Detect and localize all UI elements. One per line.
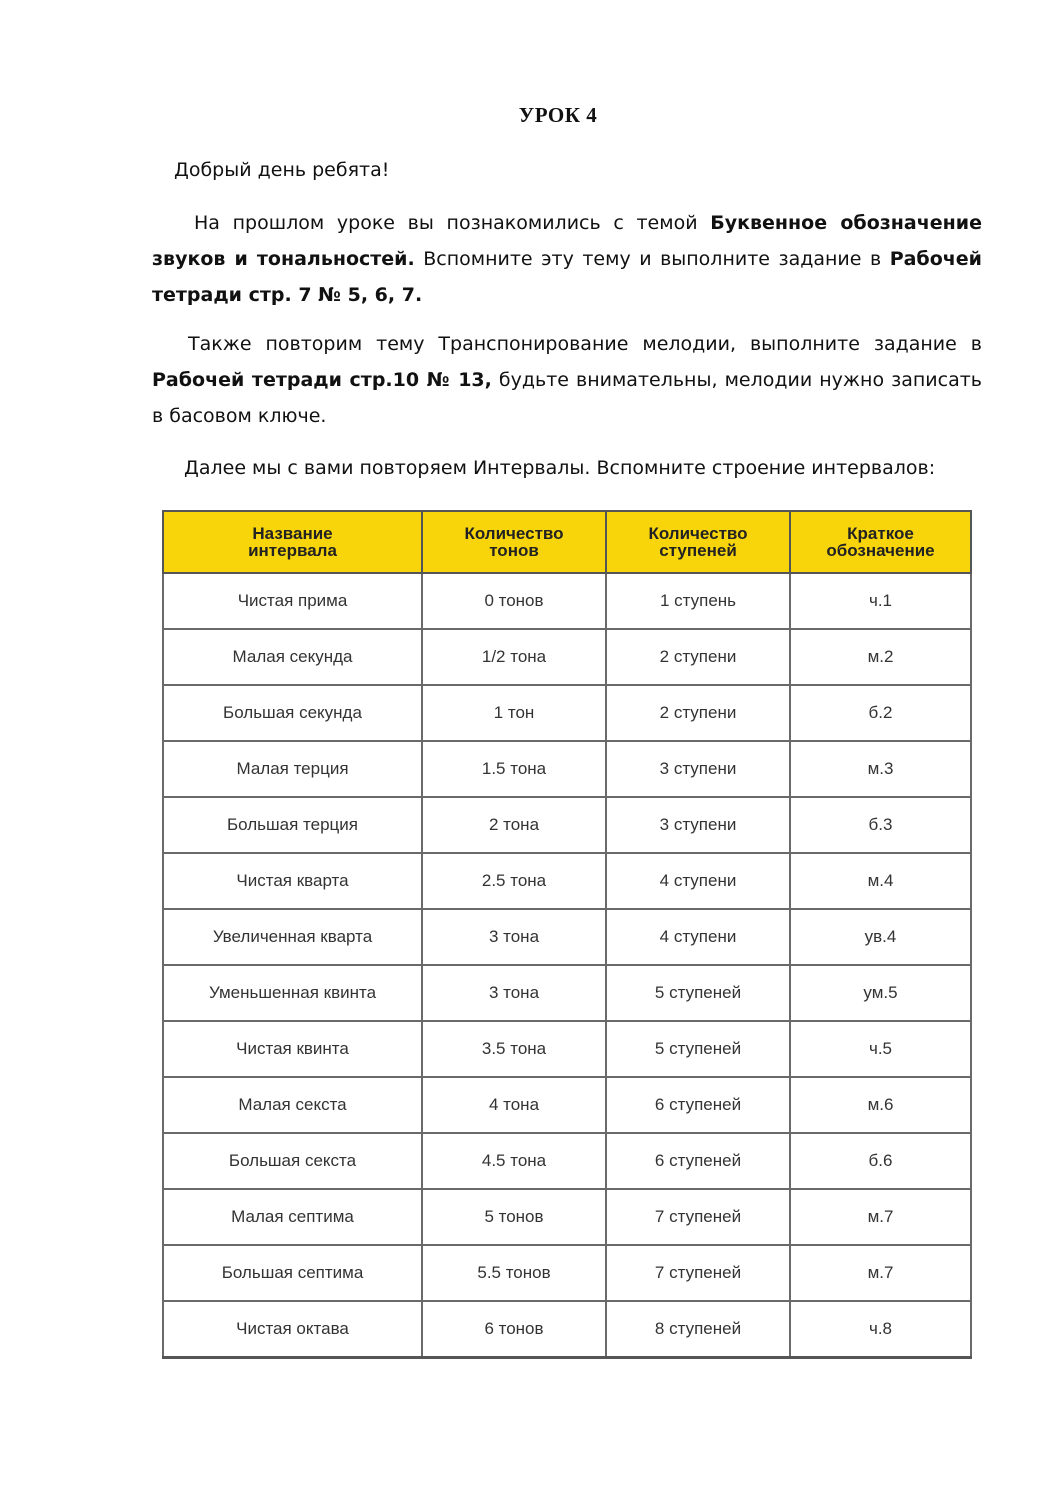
cell-interval-name: Уменьшенная квинта [163, 965, 422, 1021]
paragraph-previous-lesson [152, 205, 982, 313]
lesson-title: УРОК 4 [518, 103, 598, 127]
cell-tones: 3 тона [422, 965, 606, 1021]
cell-notation: ум.5 [790, 965, 971, 1021]
table-row [163, 909, 971, 965]
cell-steps: 3 ступени [606, 741, 790, 797]
cell-tones: 3 тона [422, 909, 606, 965]
cell-steps: 5 ступеней [606, 965, 790, 1021]
cell-notation: б.3 [790, 797, 971, 853]
cell-tones: 6 тонов [422, 1301, 606, 1358]
cell-steps: 1 ступень [606, 573, 790, 629]
workbook-reference: Рабочей тетради стр.10 № 13, [152, 369, 492, 391]
table-row [163, 629, 971, 685]
cell-tones: 4 тона [422, 1077, 606, 1133]
cell-interval-name: Чистая октава [163, 1301, 422, 1358]
cell-notation: ч.8 [790, 1301, 971, 1358]
cell-tones: 5.5 тонов [422, 1245, 606, 1301]
table-row [163, 797, 971, 853]
intervals-table [162, 510, 972, 1359]
header-steps-count: Количество ступеней [606, 511, 790, 573]
cell-steps: 7 ступеней [606, 1245, 790, 1301]
greeting: Добрый день ребята! [174, 159, 390, 181]
table-row [163, 1301, 971, 1358]
cell-interval-name: Большая секунда [163, 685, 422, 741]
cell-steps: 6 ступеней [606, 1077, 790, 1133]
cell-interval-name: Малая септима [163, 1189, 422, 1245]
table-row [163, 573, 971, 629]
cell-tones: 2.5 тона [422, 853, 606, 909]
cell-interval-name: Чистая прима [163, 573, 422, 629]
cell-notation: ч.1 [790, 573, 971, 629]
topic-name: Буквенное обозначение звуков и тональностей. [152, 212, 982, 270]
cell-steps: 5 ступеней [606, 1021, 790, 1077]
table-row [163, 1189, 971, 1245]
cell-notation: м.6 [790, 1077, 971, 1133]
workbook-reference: Рабочей тетради стр. 7 № 5, 6, 7. [152, 248, 982, 306]
table-row [163, 1245, 971, 1301]
cell-notation: ч.5 [790, 1021, 971, 1077]
header-short-notation: Краткое обозначение [790, 511, 971, 573]
cell-steps: 6 ступеней [606, 1133, 790, 1189]
cell-interval-name: Большая секста [163, 1133, 422, 1189]
text-segment: На прошлом уроке вы познакомились с темой [194, 212, 711, 234]
table-row [163, 741, 971, 797]
cell-steps: 8 ступеней [606, 1301, 790, 1358]
text-segment: будьте внимательны, мелодии нужно записать в басовом ключе. [152, 369, 982, 427]
cell-tones: 3.5 тона [422, 1021, 606, 1077]
cell-notation: ув.4 [790, 909, 971, 965]
cell-interval-name: Малая секунда [163, 629, 422, 685]
cell-notation: м.7 [790, 1245, 971, 1301]
cell-notation: м.2 [790, 629, 971, 685]
text-segment: Вспомните эту тему и выполните задание в [414, 248, 890, 270]
cell-interval-name: Чистая квинта [163, 1021, 422, 1077]
cell-steps: 7 ступеней [606, 1189, 790, 1245]
cell-tones: 1.5 тона [422, 741, 606, 797]
header-interval-name: Название интервала [163, 511, 422, 573]
cell-steps: 2 ступени [606, 629, 790, 685]
cell-interval-name: Большая септима [163, 1245, 422, 1301]
cell-steps: 4 ступени [606, 909, 790, 965]
cell-tones: 4.5 тона [422, 1133, 606, 1189]
table-row [163, 965, 971, 1021]
table-row [163, 1021, 971, 1077]
cell-interval-name: Малая терция [163, 741, 422, 797]
table-row [163, 853, 971, 909]
cell-interval-name: Увеличенная кварта [163, 909, 422, 965]
table-row [163, 1133, 971, 1189]
table-header-row [163, 511, 971, 573]
text-segment: Также повторим тему Транспонирование мелодии, выполните задание в [188, 333, 982, 355]
cell-interval-name: Малая секста [163, 1077, 422, 1133]
cell-notation: м.7 [790, 1189, 971, 1245]
paragraph-transposition [152, 326, 982, 434]
cell-notation: м.4 [790, 853, 971, 909]
cell-interval-name: Чистая кварта [163, 853, 422, 909]
cell-notation: м.3 [790, 741, 971, 797]
cell-tones: 5 тонов [422, 1189, 606, 1245]
cell-steps: 4 ступени [606, 853, 790, 909]
cell-notation: б.6 [790, 1133, 971, 1189]
cell-tones: 0 тонов [422, 573, 606, 629]
cell-interval-name: Большая терция [163, 797, 422, 853]
cell-tones: 1 тон [422, 685, 606, 741]
cell-notation: б.2 [790, 685, 971, 741]
cell-steps: 3 ступени [606, 797, 790, 853]
cell-steps: 2 ступени [606, 685, 790, 741]
table-row [163, 685, 971, 741]
header-tones-count: Количество тонов [422, 511, 606, 573]
table-row [163, 1077, 971, 1133]
paragraph-intervals: Далее мы с вами повторяем Интервалы. Вспомните строение интервалов: [184, 457, 936, 479]
cell-tones: 1/2 тона [422, 629, 606, 685]
cell-tones: 2 тона [422, 797, 606, 853]
